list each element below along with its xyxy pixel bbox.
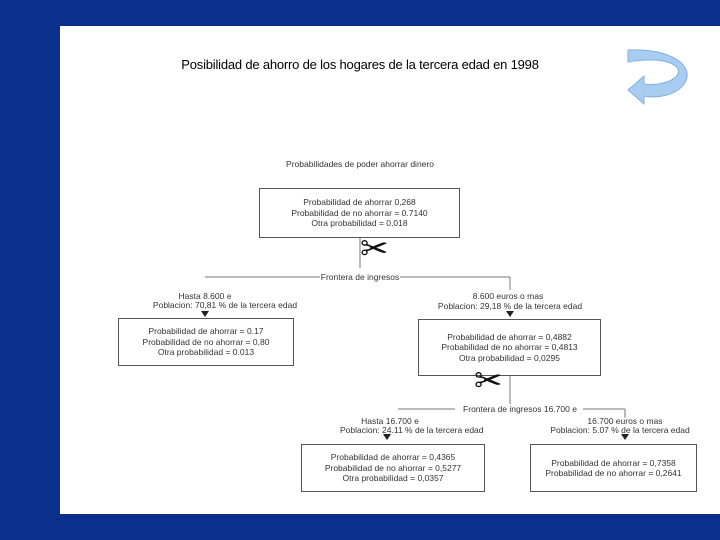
right-line-2: Probabilidad de no ahorrar = 0,4813 [441,342,578,353]
root-header: Probabilidades de poder ahorrar dinero [286,159,434,169]
scissors-icon: ✂ [360,230,389,268]
left-line-3: Otra probabilidad = 0.013 [157,347,255,358]
right-line-3: Otra probabilidad = 0,0295 [459,352,560,363]
right-line-1: Probabilidad de ahorrar = 0,4882 [447,331,572,342]
left-node [118,318,294,366]
root-line-2: Probabilidad de no ahorrar = 0.7140 [291,207,428,218]
root-line-3: Otra probabilidad = 0,018 [311,218,408,229]
right-left-node [301,444,485,492]
page-title: Posibilidad de ahorro de los hogares de la tercera edad en 1998 [181,57,539,72]
right-right-line-2: Probabilidad de no ahorrar = 0,2641 [545,468,682,478]
right-right-line-1: Probabilidad de ahorrar = 0,7358 [551,457,676,468]
right-node [418,319,601,376]
right-label2: Poblacion: 29,18 % de la tercera edad [437,301,583,311]
scissors-icon: ✂ [474,362,503,400]
right-left-line-2: Probabilidad de no ahorrar = 0,5277 [324,462,462,473]
right-left-line-3: Otra probabilidad = 0,0357 [342,473,444,484]
right-left-label2: Poblacion: 24.11 % de la tercera edad [340,425,484,435]
right-left-label1: Hasta 16.700 e [361,416,419,426]
right-right-node [530,444,697,492]
left-label2: Poblacion: 70,81 % de la tercera edad [152,300,298,310]
left-line-2: Probabilidad de no ahorrar = 0,80 [142,336,270,347]
right-right-label2: Poblacion: 5.07 % de la tercera edad [550,425,690,435]
left-label1: Hasta 8.600 e [178,291,232,301]
root-line-1: Probabilidad de ahorrar 0,268 [303,197,416,208]
right-label1: 8.600 euros o mas [472,291,544,301]
split1-label: Frontera de ingresos [320,272,400,282]
right-left-line-1: Probabilidad de ahorrar = 0,4365 [330,452,456,463]
right-right-label1: 16.700 euros o mas [587,416,663,426]
left-line-1: Probabilidad de ahorrar = 0.17 [148,326,264,337]
split2-label: Frontera de ingresos 16.700 e [463,404,577,414]
